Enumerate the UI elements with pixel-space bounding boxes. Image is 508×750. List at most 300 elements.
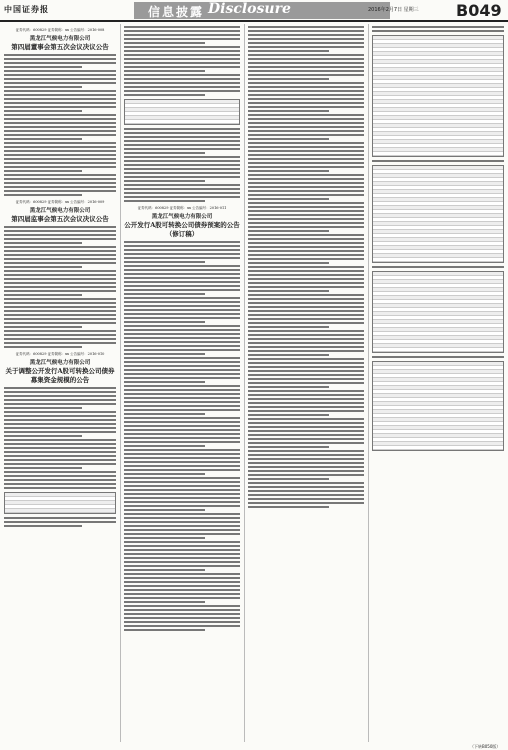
- text-line: [124, 200, 205, 202]
- text-line: [124, 176, 240, 178]
- text-line: [124, 66, 240, 68]
- text-line: [4, 326, 82, 328]
- text-line: [248, 186, 364, 188]
- text-line: [4, 278, 116, 280]
- text-line: [4, 399, 116, 401]
- text-line: [124, 529, 240, 531]
- text-line: [124, 82, 240, 84]
- text-line: [124, 46, 240, 48]
- text-line: [124, 617, 240, 619]
- text-line: [4, 517, 116, 519]
- article-code: 证券代码：600829 证券简称：xx 公告编号：2016-008: [15, 28, 105, 32]
- text-line: [124, 481, 240, 483]
- data-table: [124, 99, 240, 125]
- text-line: [248, 118, 364, 120]
- text-line: [4, 246, 116, 248]
- text-line: [4, 62, 116, 64]
- text-line: [248, 194, 364, 196]
- text-line: [124, 629, 205, 631]
- page-number: B049: [456, 1, 502, 20]
- text-line: [124, 365, 240, 367]
- text-line: [124, 489, 240, 491]
- text-line: [248, 78, 329, 80]
- column-divider: [120, 24, 121, 742]
- text-line: [248, 410, 364, 412]
- text-line: [124, 297, 240, 299]
- text-line: [372, 160, 504, 162]
- column-1: [4, 24, 116, 742]
- text-line: [248, 310, 364, 312]
- article-title: 第四届监事会第五次会议决议公告: [11, 215, 109, 223]
- text-line: [124, 557, 240, 559]
- text-line: [4, 258, 116, 260]
- text-line: [248, 342, 364, 344]
- text-line: [4, 106, 116, 108]
- text-line: [248, 422, 364, 424]
- text-line: [4, 306, 116, 308]
- text-line: [4, 427, 116, 429]
- text-line: [124, 433, 240, 435]
- text-line: [124, 601, 205, 603]
- text-line: [248, 366, 364, 368]
- text-line: [124, 349, 240, 351]
- text-line: [248, 154, 364, 156]
- text-line: [248, 150, 364, 152]
- section-title-en: Disclosure: [208, 1, 291, 17]
- text-line: [248, 34, 364, 36]
- text-line: [248, 166, 364, 168]
- text-line: [124, 70, 205, 72]
- text-line: [248, 62, 364, 64]
- text-line: [248, 426, 364, 428]
- text-line: [248, 506, 329, 508]
- text-line: [124, 58, 240, 60]
- text-line: [248, 226, 364, 228]
- text-line: [124, 469, 240, 471]
- text-line: [248, 294, 364, 296]
- section-title-cn: 信息披露: [148, 5, 205, 19]
- text-line: [248, 198, 329, 200]
- text-line: [248, 94, 364, 96]
- text-line: [248, 214, 364, 216]
- text-line: [248, 286, 364, 288]
- text-line: [124, 377, 240, 379]
- text-line: [4, 471, 116, 473]
- table-row: [373, 152, 503, 156]
- text-line: [4, 114, 116, 116]
- text-line: [124, 425, 240, 427]
- text-line: [248, 298, 364, 300]
- text-line: [248, 386, 329, 388]
- text-line: [248, 202, 364, 204]
- text-line: [4, 70, 116, 72]
- text-line: [4, 290, 116, 292]
- text-line: [4, 415, 116, 417]
- text-line: [248, 142, 364, 144]
- text-line: [4, 234, 116, 236]
- text-line: [4, 134, 116, 136]
- text-line: [248, 454, 364, 456]
- text-line: [4, 174, 116, 176]
- article-company: 黑龙江气候电力有限公司: [29, 360, 91, 366]
- text-line: [248, 30, 364, 32]
- text-line: [248, 458, 364, 460]
- text-line: [4, 270, 116, 272]
- text-line: [248, 170, 329, 172]
- text-line: [4, 58, 116, 60]
- text-line: [248, 374, 364, 376]
- text-line: [248, 262, 329, 264]
- article-company: 黑龙江气候电力有限公司: [151, 214, 213, 220]
- text-line: [124, 265, 240, 267]
- text-line: [4, 158, 116, 160]
- text-line: [4, 54, 116, 56]
- text-line: [248, 274, 364, 276]
- text-line: [124, 136, 240, 138]
- text-line: [124, 74, 240, 76]
- text-line: [4, 186, 116, 188]
- article-code: 证券代码：600829 证券简称：xx 公告编号：2016-011: [137, 206, 227, 210]
- text-line: [4, 302, 116, 304]
- text-line: [248, 478, 329, 480]
- text-line: [124, 281, 240, 283]
- text-line: [248, 70, 364, 72]
- text-line: [124, 545, 240, 547]
- text-line: [4, 142, 116, 144]
- text-line: [124, 605, 240, 607]
- text-line: [4, 86, 82, 88]
- text-line: [248, 302, 364, 304]
- text-line: [248, 418, 364, 420]
- text-line: [124, 168, 240, 170]
- text-line: [4, 90, 116, 92]
- text-line: [124, 389, 240, 391]
- text-line: [124, 329, 240, 331]
- text-line: [248, 382, 364, 384]
- text-line: [248, 270, 364, 272]
- text-line: [248, 114, 364, 116]
- text-line: [248, 434, 364, 436]
- text-line: [372, 26, 504, 28]
- text-line: [248, 222, 364, 224]
- column-divider: [368, 24, 369, 742]
- text-line: [4, 423, 116, 425]
- text-line: [124, 577, 240, 579]
- text-line: [4, 338, 116, 340]
- text-line: [124, 50, 240, 52]
- text-line: [124, 401, 240, 403]
- text-line: [248, 106, 364, 108]
- text-line: [248, 230, 329, 232]
- text-line: [248, 90, 364, 92]
- text-line: [124, 613, 240, 615]
- text-line: [4, 118, 116, 120]
- text-line: [4, 342, 116, 344]
- text-line: [4, 138, 82, 140]
- text-line: [248, 278, 364, 280]
- text-line: [4, 126, 116, 128]
- text-line: [248, 190, 364, 192]
- text-line: [248, 430, 364, 432]
- text-line: [124, 521, 240, 523]
- text-line: [124, 449, 240, 451]
- text-line: [248, 318, 364, 320]
- text-line: [4, 254, 116, 256]
- text-line: [124, 597, 240, 599]
- text-line: [124, 565, 240, 567]
- text-line: [124, 196, 240, 198]
- text-line: [4, 154, 116, 156]
- text-line: [124, 42, 205, 44]
- text-line: [124, 417, 240, 419]
- text-line: [248, 346, 364, 348]
- text-line: [124, 54, 240, 56]
- text-line: [124, 26, 240, 28]
- text-line: [248, 50, 329, 52]
- text-line: [248, 490, 364, 492]
- text-line: [124, 253, 240, 255]
- text-line: [4, 78, 116, 80]
- text-line: [248, 174, 364, 176]
- text-line: [124, 393, 240, 395]
- text-line: [248, 326, 329, 328]
- text-line: [372, 266, 504, 268]
- article-code: 证券代码：600829 证券简称：xx 公告编号：2016-009: [15, 200, 105, 204]
- text-line: [124, 421, 240, 423]
- text-line: [248, 398, 364, 400]
- text-line: [4, 467, 82, 469]
- text-line: [124, 152, 205, 154]
- text-line: [124, 309, 240, 311]
- text-line: [124, 505, 240, 507]
- text-line: [124, 517, 240, 519]
- text-line: [4, 286, 116, 288]
- text-line: [124, 385, 240, 387]
- text-line: [4, 242, 82, 244]
- text-line: [124, 485, 240, 487]
- masthead: [0, 0, 508, 22]
- text-line: [124, 62, 240, 64]
- text-line: [124, 38, 240, 40]
- text-line: [248, 502, 364, 504]
- text-line: [124, 249, 240, 251]
- text-line: [4, 190, 116, 192]
- text-line: [248, 122, 364, 124]
- article-header: [124, 206, 240, 238]
- text-line: [4, 431, 116, 433]
- text-line: [124, 549, 240, 551]
- text-line: [124, 361, 240, 363]
- text-line: [124, 325, 240, 327]
- text-line: [248, 358, 364, 360]
- text-line: [248, 450, 364, 452]
- text-line: [4, 330, 116, 332]
- text-line: [124, 269, 240, 271]
- text-line: [248, 258, 364, 260]
- article-header: [4, 352, 116, 384]
- text-line: [248, 38, 364, 40]
- text-line: [248, 474, 364, 476]
- text-line: [248, 446, 329, 448]
- text-line: [248, 442, 364, 444]
- text-line: [4, 451, 116, 453]
- text-line: [248, 390, 364, 392]
- article-header: [4, 28, 116, 51]
- text-line: [124, 453, 240, 455]
- text-line: [124, 317, 240, 319]
- text-line: [248, 438, 364, 440]
- text-line: [248, 134, 364, 136]
- text-line: [4, 250, 116, 252]
- text-line: [248, 470, 364, 472]
- text-line: [124, 94, 205, 96]
- text-line: [4, 443, 116, 445]
- text-line: [4, 122, 116, 124]
- text-line: [248, 370, 364, 372]
- text-line: [248, 242, 364, 244]
- text-line: [124, 241, 240, 243]
- data-table: [372, 361, 504, 451]
- text-line: [4, 150, 116, 152]
- text-line: [124, 525, 240, 527]
- text-line: [4, 82, 116, 84]
- paper-name: 中国证券报: [4, 4, 49, 14]
- text-line: [4, 459, 116, 461]
- text-line: [248, 218, 364, 220]
- text-line: [124, 413, 205, 415]
- text-line: [124, 160, 240, 162]
- text-line: [248, 306, 364, 308]
- text-line: [124, 337, 240, 339]
- text-line: [124, 437, 240, 439]
- data-table: [372, 35, 504, 157]
- text-line: [4, 178, 116, 180]
- text-line: [248, 182, 364, 184]
- text-line: [124, 473, 205, 475]
- text-line: [124, 184, 240, 186]
- text-line: [4, 419, 116, 421]
- text-line: [248, 210, 364, 212]
- text-line: [248, 482, 364, 484]
- text-line: [124, 369, 240, 371]
- text-line: [248, 362, 364, 364]
- text-line: [4, 182, 116, 184]
- text-line: [248, 138, 329, 140]
- text-line: [124, 569, 205, 571]
- text-line: [124, 192, 240, 194]
- text-line: [4, 238, 116, 240]
- text-line: [248, 206, 364, 208]
- text-line: [248, 158, 364, 160]
- text-line: [4, 435, 82, 437]
- text-line: [4, 387, 116, 389]
- text-line: [248, 98, 364, 100]
- text-line: [124, 405, 240, 407]
- text-line: [4, 463, 116, 465]
- text-line: [124, 585, 240, 587]
- text-line: [248, 162, 364, 164]
- text-line: [124, 537, 205, 539]
- text-line: [4, 334, 116, 336]
- column-2: [124, 24, 240, 742]
- article-header: [4, 200, 116, 223]
- text-line: [4, 130, 116, 132]
- text-line: [248, 250, 364, 252]
- text-line: [248, 462, 364, 464]
- text-line: [4, 170, 82, 172]
- text-line: [124, 293, 205, 295]
- text-line: [124, 313, 240, 315]
- table-row: [373, 348, 503, 352]
- text-line: [124, 593, 240, 595]
- article-title: 关于调整公开发行A股可转换公司债券募集资金规模的公告: [5, 367, 115, 384]
- text-line: [248, 402, 364, 404]
- text-line: [4, 322, 116, 324]
- text-line: [248, 66, 364, 68]
- text-line: [124, 86, 240, 88]
- article-title: 公开发行A股可转换公司债券预案的公告（修订稿）: [124, 221, 240, 238]
- text-line: [248, 334, 364, 336]
- text-line: [124, 409, 240, 411]
- text-line: [4, 294, 82, 296]
- text-line: [124, 180, 205, 182]
- text-line: [248, 26, 364, 28]
- text-line: [124, 285, 240, 287]
- text-line: [4, 455, 116, 457]
- text-line: [4, 314, 116, 316]
- text-line: [248, 378, 364, 380]
- text-line: [4, 483, 116, 485]
- text-line: [4, 407, 82, 409]
- text-line: [4, 447, 116, 449]
- continued-note: （下转B050版）: [470, 744, 501, 749]
- text-line: [248, 254, 364, 256]
- text-line: [4, 411, 116, 413]
- text-line: [248, 58, 364, 60]
- text-line: [4, 262, 116, 264]
- text-line: [124, 341, 240, 343]
- text-line: [248, 86, 364, 88]
- text-line: [124, 305, 240, 307]
- text-line: [4, 298, 116, 300]
- text-line: [4, 74, 116, 76]
- text-line: [124, 345, 240, 347]
- text-line: [4, 479, 116, 481]
- text-line: [124, 573, 240, 575]
- text-line: [124, 257, 240, 259]
- text-line: [248, 46, 364, 48]
- text-line: [248, 494, 364, 496]
- text-line: [248, 330, 364, 332]
- text-line: [248, 178, 364, 180]
- text-line: [124, 172, 240, 174]
- text-line: [124, 501, 240, 503]
- text-line: [4, 282, 116, 284]
- text-line: [124, 621, 240, 623]
- text-line: [124, 353, 205, 355]
- text-line: [124, 245, 240, 247]
- table-row: [125, 120, 239, 124]
- text-line: [248, 266, 364, 268]
- text-line: [248, 130, 364, 132]
- text-line: [124, 497, 240, 499]
- text-line: [4, 521, 116, 523]
- text-line: [124, 429, 240, 431]
- text-line: [124, 30, 240, 32]
- text-line: [248, 350, 364, 352]
- text-line: [4, 274, 116, 276]
- text-line: [248, 322, 364, 324]
